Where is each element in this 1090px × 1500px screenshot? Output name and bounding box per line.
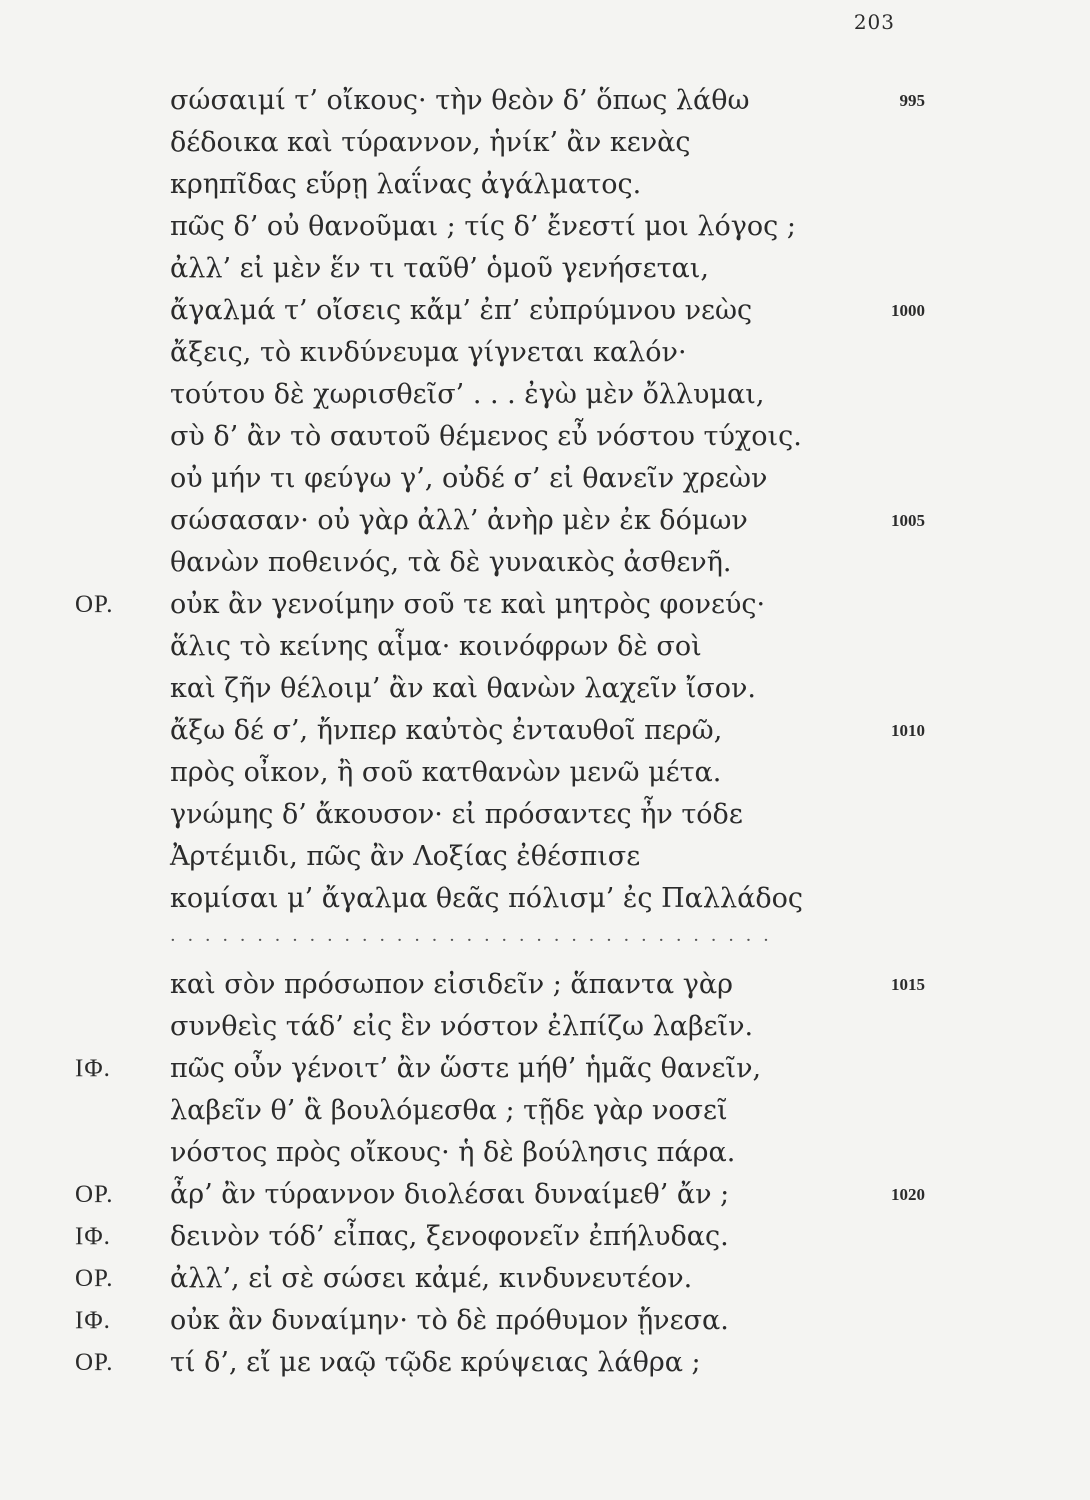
verse-text: πῶς οὖν γένοιτ’ ἂν ὥστε μήθ’ ἡμᾶς θανεῖν, [170,1053,762,1084]
verse-line [75,416,1005,458]
verse-text: δεινὸν τόδ’ εἶπας, ξενοφονεῖν ἐπήλυδας. [170,1221,729,1252]
verse-text: σώσαιμί τ’ οἴκους· τὴν θεὸν δ’ ὅπως λάθω [170,85,750,116]
verse-line [75,1174,1005,1216]
speaker-label: ΟΡ. [75,1181,114,1208]
verse-text: γνώμης δ’ ἄκουσον· εἰ πρόσαντες ἦν τόδε [170,799,743,830]
verse-line [75,122,1005,164]
verse-text: ἄγαλμά τ’ οἴσεις κἄμ’ ἐπ’ εὐπρύμνου νεὼς [170,295,753,326]
verse-text: ἆρ’ ἂν τύραννον διολέσαι δυναίμεθ’ ἄν ; [170,1179,730,1210]
verse-text: συνθεὶς τάδ’ εἰς ἓν νόστον ἐλπίζω λαβεῖν. [170,1011,754,1042]
verse-line [75,836,1005,878]
verse-line [75,248,1005,290]
verse-text: κρηπῖδας εὕρῃ λαΐνας ἀγάλματος. [170,169,642,200]
verse-line [75,164,1005,206]
verse-text: σὺ δ’ ἂν τὸ σαυτοῦ θέμενος εὖ νόστου τύχοις. [170,421,802,452]
verse-text: κομίσαι μ’ ἄγαλμα θεᾶς πόλισμ’ ἐς Παλλάδος [170,883,803,914]
verse-lines-before-lacuna [75,80,1005,920]
verse-text: τούτου δὲ χωρισθεῖσ’ . . . ἐγὼ μὲν ὄλλυμαι, [170,379,765,410]
verse-text: πῶς δ’ οὐ θανοῦμαι ; τίς δ’ ἔνεστί μοι λόγος ; [170,211,796,242]
lacuna-row [75,920,1005,964]
speaker-label: ΟΡ. [75,1349,114,1376]
speaker-label: ΙΦ. [75,1307,111,1334]
speaker-label: ΙΦ. [75,1223,111,1250]
verse-text: Ἀρτέμιδι, πῶς ἂν Λοξίας ἐθέσπισε [170,841,641,872]
verse-line [75,290,1005,332]
verse-text: λαβεῖν θ’ ἃ βουλόμεσθα ; τῇδε γὰρ νοσεῖ [170,1095,728,1126]
verse-line [75,1132,1005,1174]
line-number: 1010 [891,721,925,740]
verse-line [75,1006,1005,1048]
verse-line [75,794,1005,836]
speaker-label: ΟΡ. [75,591,114,618]
verse-line [75,1216,1005,1258]
verse-text: οὐ μήν τι φεύγω γ’, οὐδέ σ’ εἰ θανεῖν χρεὼν [170,463,768,494]
line-number: 1020 [891,1185,925,1204]
verse-line [75,626,1005,668]
verse-line [75,458,1005,500]
verse-line [75,878,1005,920]
verse-text: ἀλλ’, εἰ σὲ σώσει κἀμέ, κινδυνευτέον. [170,1263,693,1294]
verse-text: καὶ σὸν πρόσωπον εἰσιδεῖν ; ἅπαντα γὰρ [170,969,733,1000]
speaker-label: ΟΡ. [75,1265,114,1292]
verse-text: πρὸς οἶκον, ἢ σοῦ κατθανὼν μενῶ μέτα. [170,757,722,788]
verse-line [75,542,1005,584]
verse-line [75,374,1005,416]
verse-text: σώσασαν· οὐ γὰρ ἀλλ’ ἀνὴρ μὲν ἐκ δόμων [170,505,748,536]
verse-text: οὐκ ἂν δυναίμην· τὸ δὲ πρόθυμον ᾔνεσα. [170,1305,729,1336]
line-number: 1015 [891,975,925,994]
verse-line [75,964,1005,1006]
verse-text: οὐκ ἂν γενοίμην σοῦ τε καὶ μητρὸς φονεύς· [170,589,766,620]
line-number: 1005 [891,511,925,530]
verse-line [75,710,1005,752]
page-number: 203 [853,10,895,34]
verse-text: τί δ’, εἴ με ναῷ τῷδε κρύψειας λάθρα ; [170,1347,701,1378]
verse-line [75,752,1005,794]
verse-line [75,1090,1005,1132]
verse-line [75,1342,1005,1384]
verse-text: ἄξω δέ σ’, ἤνπερ καὐτὸς ἐνταυθοῖ περῶ, [170,715,723,746]
verse-line [75,1300,1005,1342]
lacuna-dots: · · · · · · · · · · · · · · · · · · · · · · · · · · · · · · · · · · · [170,930,772,951]
verse-text: θανὼν ποθεινός, τὰ δὲ γυναικὸς ἀσθενῆ. [170,547,732,578]
verse-text: νόστος πρὸς οἴκους· ἡ δὲ βούλησις πάρα. [170,1137,736,1168]
verse-line [75,668,1005,710]
verse-line [75,1048,1005,1090]
verse-text: ἀλλ’ εἰ μὲν ἕν τι ταῦθ’ ὁμοῦ γενήσεται, [170,253,709,284]
line-number: 995 [899,91,925,110]
verse-line [75,80,1005,122]
verse-text: ἅλις τὸ κείνης αἷμα· κοινόφρων δὲ σοὶ [170,631,702,662]
verse-line [75,584,1005,626]
verse-text-block [75,80,1005,1384]
verse-lines-after-lacuna [75,964,1005,1384]
verse-text: καὶ ζῆν θέλοιμ’ ἂν καὶ θανὼν λαχεῖν ἴσον. [170,673,756,704]
verse-text: ἄξεις, τὸ κινδύνευμα γίγνεται καλόν· [170,337,687,368]
verse-text: δέδοικα καὶ τύραννον, ἡνίκ’ ἂν κενὰς [170,127,691,158]
verse-line [75,1258,1005,1300]
speaker-label: ΙΦ. [75,1055,111,1082]
verse-line [75,500,1005,542]
verse-line [75,332,1005,374]
line-number: 1000 [891,301,925,320]
verse-line [75,206,1005,248]
